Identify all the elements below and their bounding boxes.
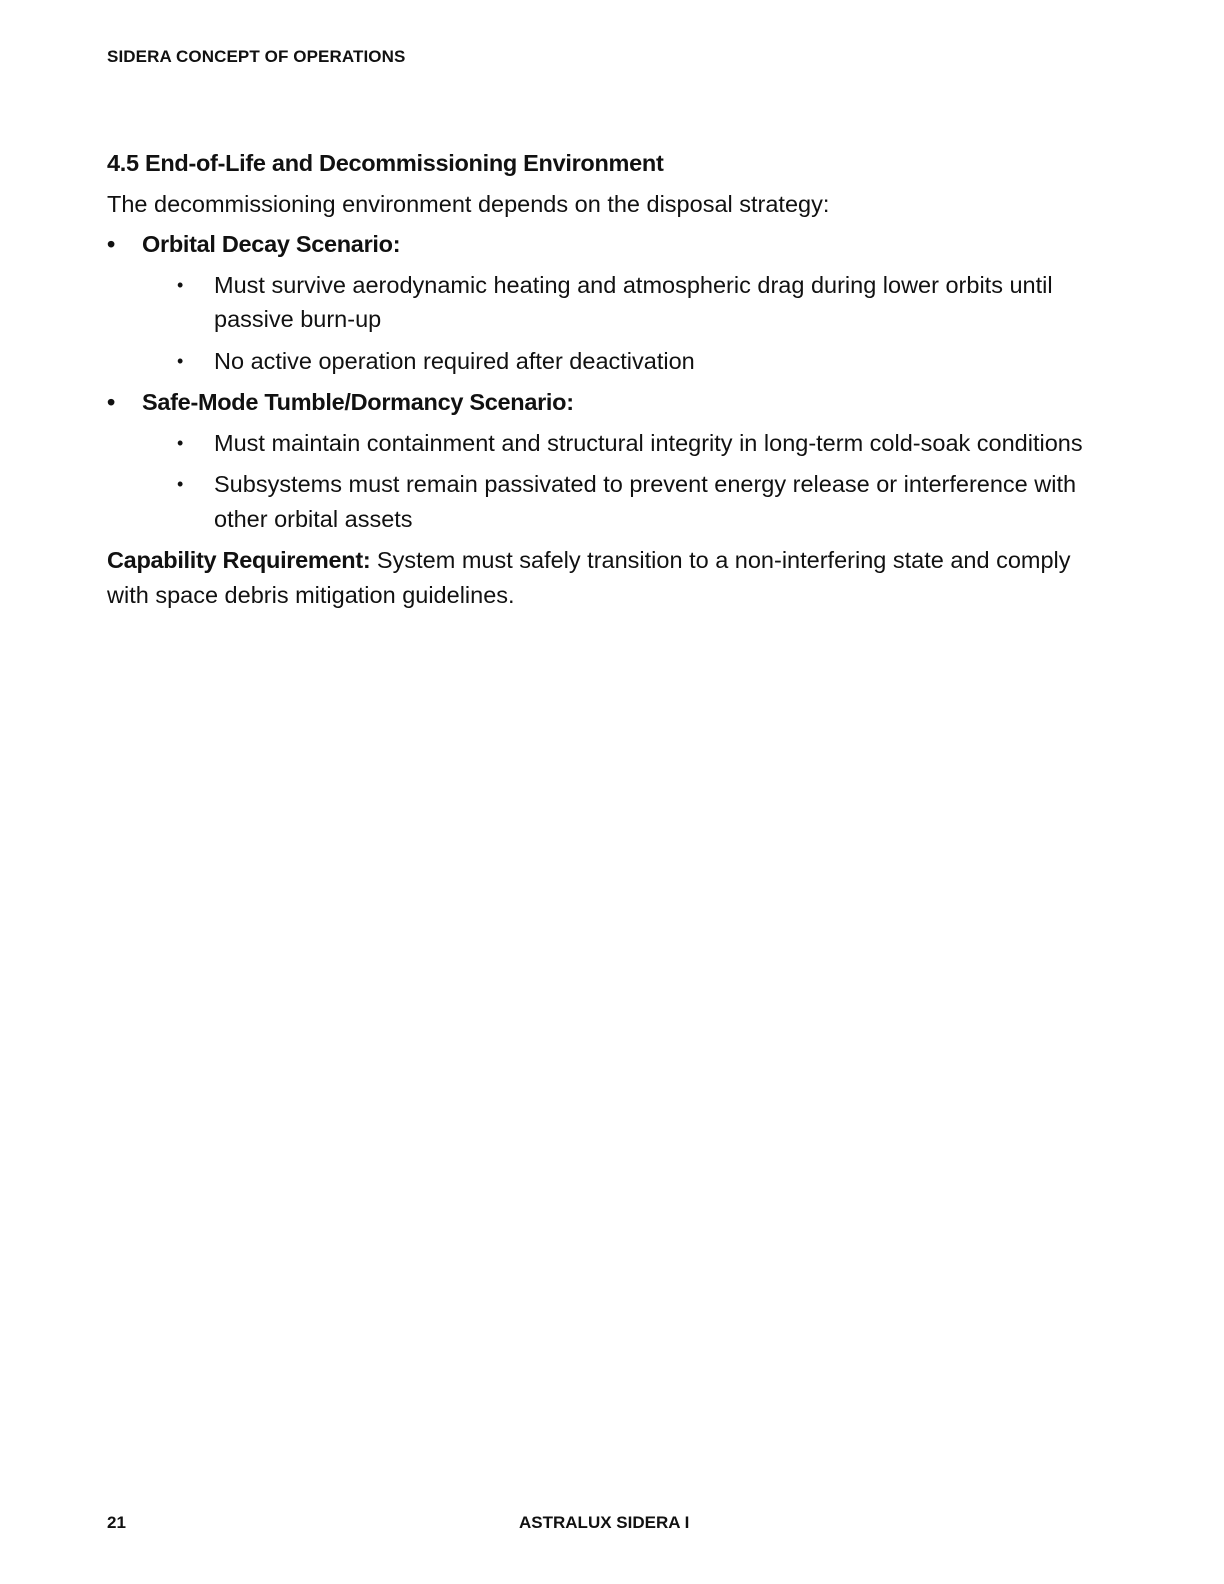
page-number: 21 (107, 1513, 126, 1532)
footer-document-title: ASTRALUX SIDERA I (519, 1513, 690, 1532)
capability-requirement (107, 543, 1097, 612)
detail-list (142, 268, 1097, 379)
detail-item (142, 467, 1097, 536)
detail-text: No active operation required after deactivation (214, 347, 695, 374)
detail-text: Subsystems must remain passivated to prevent energy release or interference with other orbital assets (214, 471, 1077, 532)
detail-item (142, 268, 1097, 337)
bullet-icon: • (107, 231, 116, 257)
scenario-list (107, 227, 1097, 536)
bullet-icon: • (177, 350, 184, 371)
detail-text: Must survive aerodynamic heating and atmospheric drag during lower orbits until passive burn-up (214, 271, 1053, 332)
bullet-icon: • (177, 432, 184, 453)
bullet-icon: • (107, 389, 116, 415)
bullet-icon: • (177, 474, 184, 494)
detail-item (142, 426, 1097, 461)
bullet-icon: • (177, 274, 184, 295)
scenario-item (107, 227, 1097, 378)
section-heading: 4.5 End-of-Life and Decommissioning Environment (107, 150, 664, 176)
detail-text: Must maintain containment and structural integrity in long-term cold-soak conditions (214, 429, 1083, 456)
detail-list (142, 426, 1097, 537)
requirement-text: System must safely transition to a non-interfering state and comply with space debris mitigation guidelines. (107, 547, 1071, 608)
requirement-label: Capability Requirement: (107, 547, 371, 573)
section-intro: The decommissioning environment depends on the disposal strategy: (107, 190, 830, 217)
running-header: SIDERA CONCEPT OF OPERATIONS (107, 47, 406, 66)
page-content (107, 146, 1097, 612)
scenario-title: Safe-Mode Tumble/Dormancy Scenario: (142, 389, 574, 415)
scenario-item (107, 385, 1097, 536)
scenario-title: Orbital Decay Scenario: (142, 231, 401, 257)
detail-item (142, 344, 1097, 379)
